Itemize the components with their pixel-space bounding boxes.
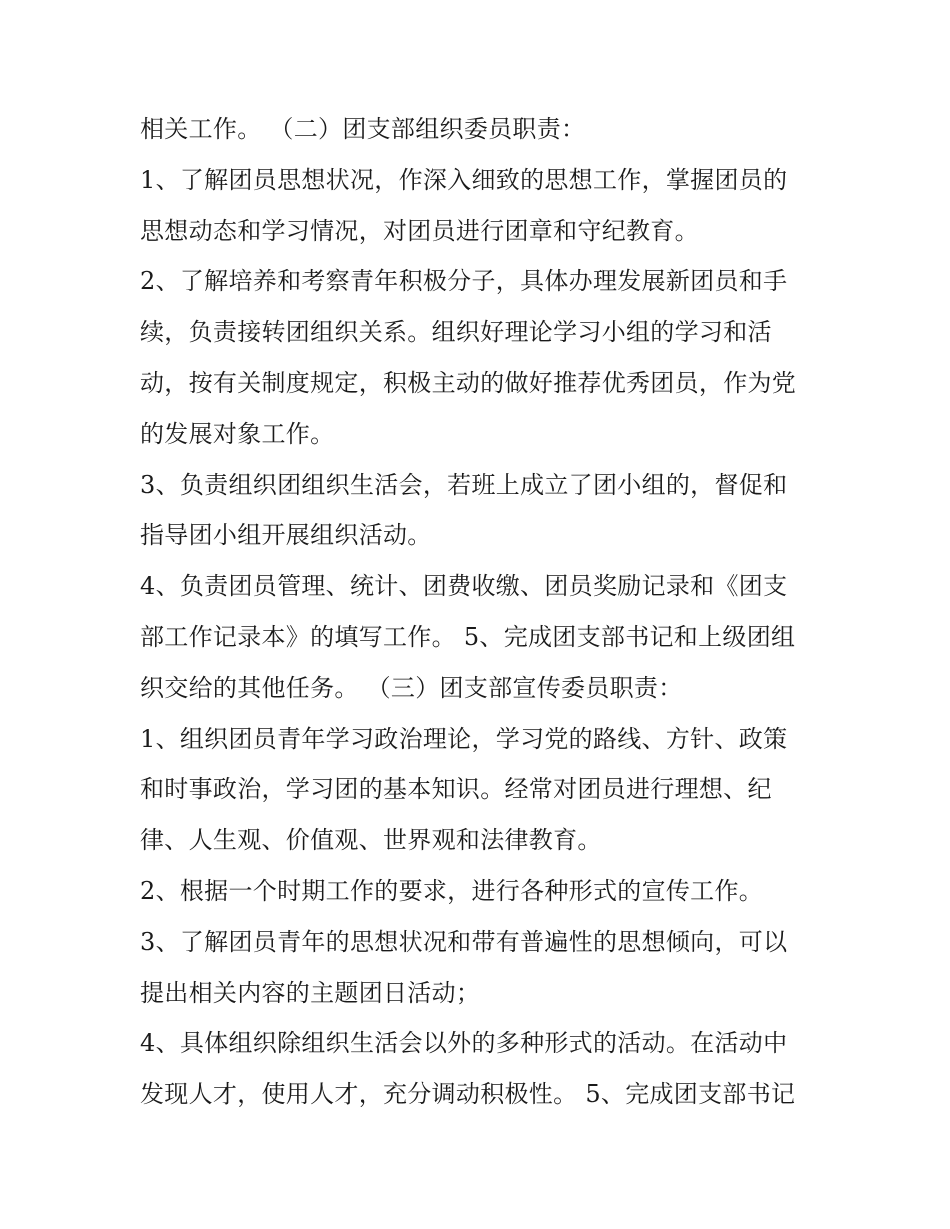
text-line: 提出相关内容的主题团日活动； [140,978,481,1007]
text-line: 3、了解团员青年的思想状况和带有普遍性的思想倾向，可以 [140,927,788,956]
text-line: 部工作记录本》的填写工作。 5、完成团支部书记和上级团组 [140,622,796,651]
text-line: 的发展对象工作。 [140,419,335,448]
text-line: 3、负责组织团组织生活会，若班上成立了团小组的，督促和 [140,470,788,499]
text-line: 律、人生观、价值观、世界观和法律教育。 [140,826,602,855]
text-line: 织交给的其他任务。 （三）团支部宣传委员职责： [140,673,683,702]
document-body [140,104,820,1120]
text-line: 4、负责团员管理、统计、团费收缴、团员奖励记录和《团支 [140,572,788,601]
text-line: 4、具体组织除组织生活会以外的多种形式的活动。在活动中 [140,1029,788,1058]
text-line: 和时事政治，学习团的基本知识。经常对团员进行理想、纪 [140,775,772,804]
text-line: 思想动态和学习情况，对团员进行团章和守纪教育。 [140,216,699,245]
text-line: 动，按有关制度规定，积极主动的做好推荐优秀团员，作为党 [140,368,797,397]
text-line: 1、组织团员青年学习政治理论，学习党的路线、方针、政策 [140,724,788,753]
text-line: 2、了解培养和考察青年积极分子，具体办理发展新团员和手 [140,267,788,296]
text-line: 续，负责接转团组织关系。组织好理论学习小组的学习和活 [140,318,772,347]
text-line: 指导团小组开展组织活动。 [140,521,432,550]
text-line: 相关工作。 （二）团支部组织委员职责： [140,115,586,143]
text-line: 发现人才，使用人才，充分调动积极性。 5、完成团支部书记 [140,1080,796,1109]
text-line: 2、根据一个时期工作的要求，进行各种形式的宣传工作。 [140,876,764,905]
text-line: 1、了解团员思想状况，作深入细致的思想工作，掌握团员的 [140,165,788,194]
